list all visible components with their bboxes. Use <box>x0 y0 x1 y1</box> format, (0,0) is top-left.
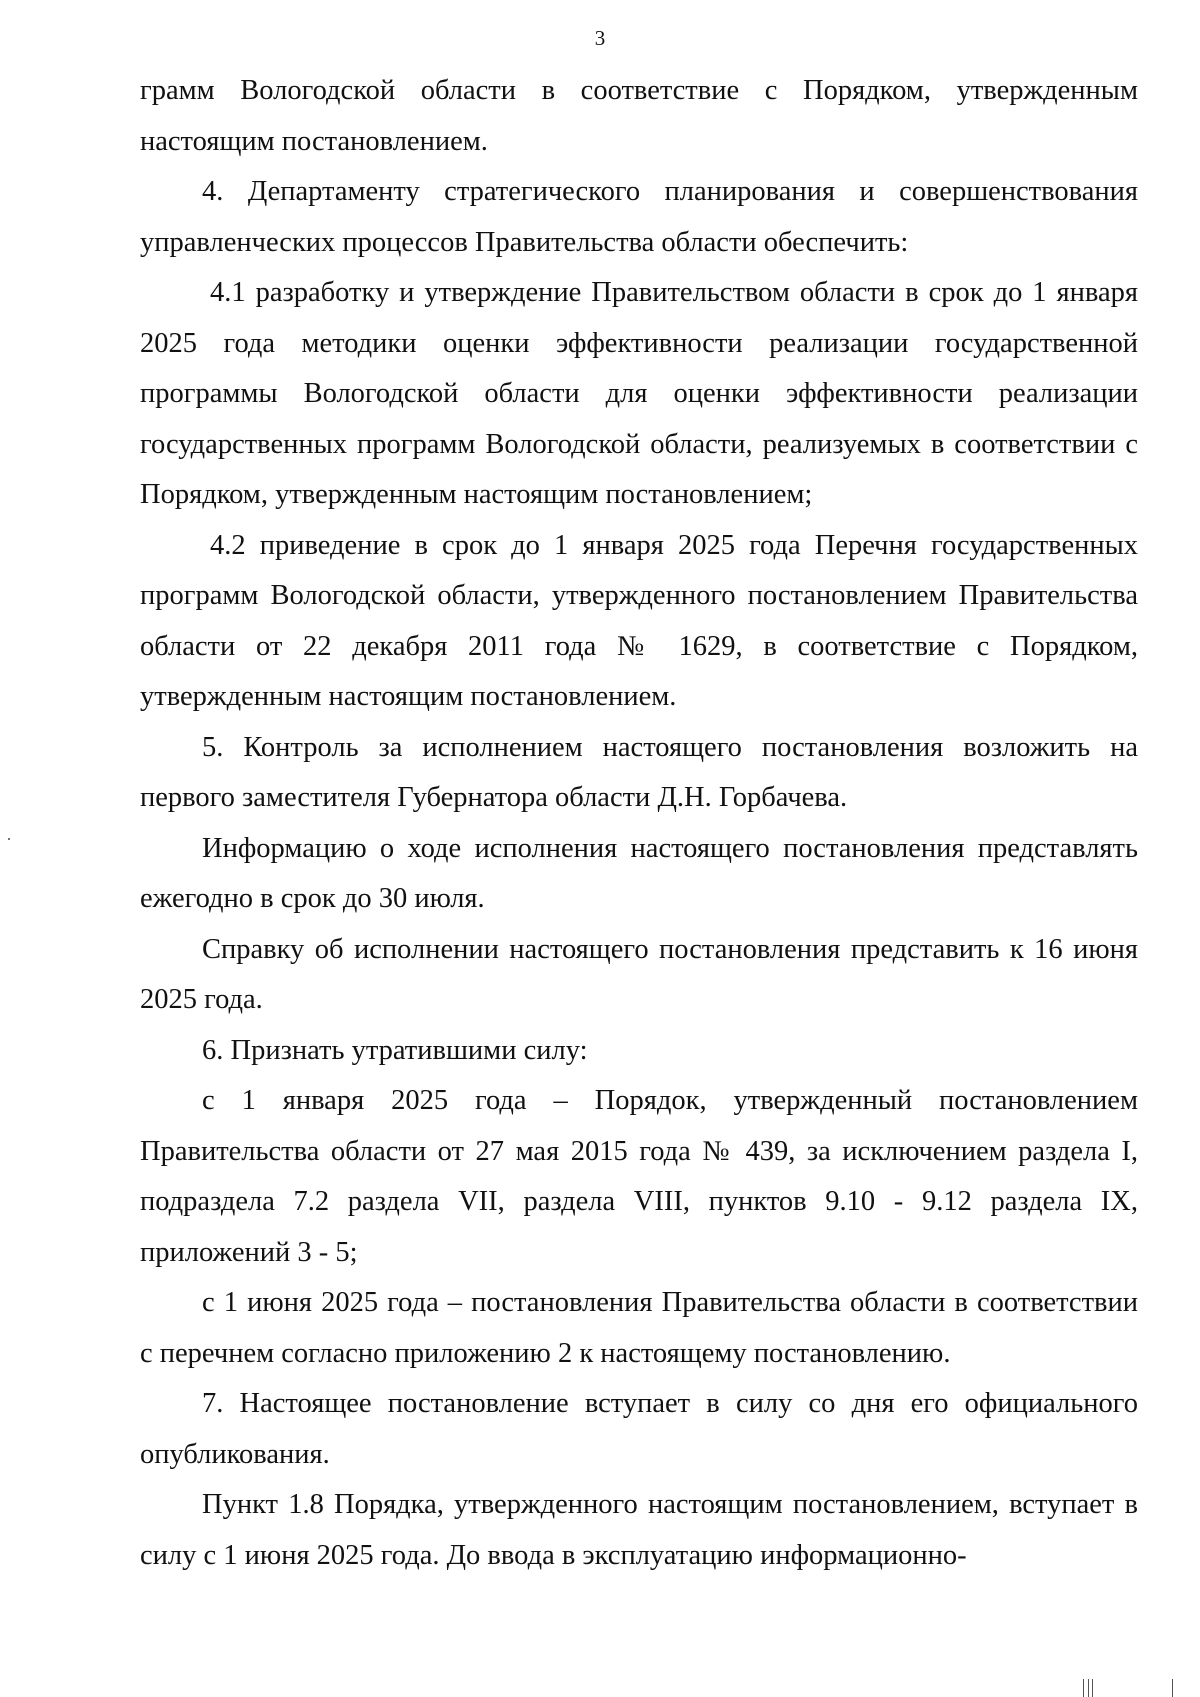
scan-speck <box>8 838 10 840</box>
scan-edge-mark <box>1088 1679 1089 1697</box>
paragraph-item-6: 6. Признать утратившими силу: <box>202 1034 588 1066</box>
paragraph-continuation: грамм Вологодской области в соответствие с Порядком, утвержденным настоящим постановлением. <box>140 75 1138 157</box>
scan-edge-mark <box>1092 1679 1093 1697</box>
scan-edge-mark <box>1172 1679 1173 1697</box>
paragraph-item-7-b: Пункт 1.8 Порядка, утвержденного настоящим постановлением, вступает в силу с 1 июня 2025 года. До ввода в эксплуатацию информационно- <box>140 1489 1138 1571</box>
paragraph-item-6-a: с 1 января 2025 года – Порядок, утвержденный постановлением Правительства области от 27 мая 2015 года № 439, за исключением раздела I, подраздела 7.2 раздела VII, раздела VIII, пунктов 9.10 - 9.12 раздела IX, приложений 3 - 5; <box>140 1085 1138 1268</box>
paragraph-item-5-report: Справку об исполнении настоящего постановления представить к 16 июня 2025 года. <box>140 933 1138 1015</box>
scan-edge-mark <box>1083 1679 1084 1697</box>
document-body <box>140 66 1138 1581</box>
page-number: 3 <box>594 26 606 50</box>
paragraph-item-4-1: 4.1 разработку и утверждение Правительством области в срок до 1 января 2025 года методики оценки эффективности реализации государственной программы Вологодской области для оценки эффективности реализации государственных программ Вологодской области, реализуемых в соответствии с Порядком, утвержденным настоящим постановлением; <box>140 277 1138 510</box>
paragraph-item-4-2: 4.2 приведение в срок до 1 января 2025 года Перечня государственных программ Вологодской области, утвержденного постановлением Правительства области от 22 декабря 2011 года № 1629, в соответствие с Порядком, утвержденным настоящим постановлением. <box>140 529 1138 712</box>
paragraph-item-6-b: с 1 июня 2025 года – постановления Правительства области в соответствии с перечнем согласно приложению 2 к настоящему постановлению. <box>140 1287 1138 1369</box>
paragraph-item-5: 5. Контроль за исполнением настоящего постановления возложить на первого заместителя Губернатора области Д.Н. Горбачева. <box>140 731 1138 813</box>
paragraph-item-4: 4. Департаменту стратегического планирования и совершенствования управленческих процессов Правительства области обеспечить: <box>140 176 1138 258</box>
paragraph-item-5-info: Информацию о ходе исполнения настоящего постановления представлять ежегодно в срок до 30 июля. <box>140 832 1138 914</box>
paragraph-item-7: 7. Настоящее постановление вступает в силу со дня его официального опубликования. <box>140 1388 1138 1470</box>
